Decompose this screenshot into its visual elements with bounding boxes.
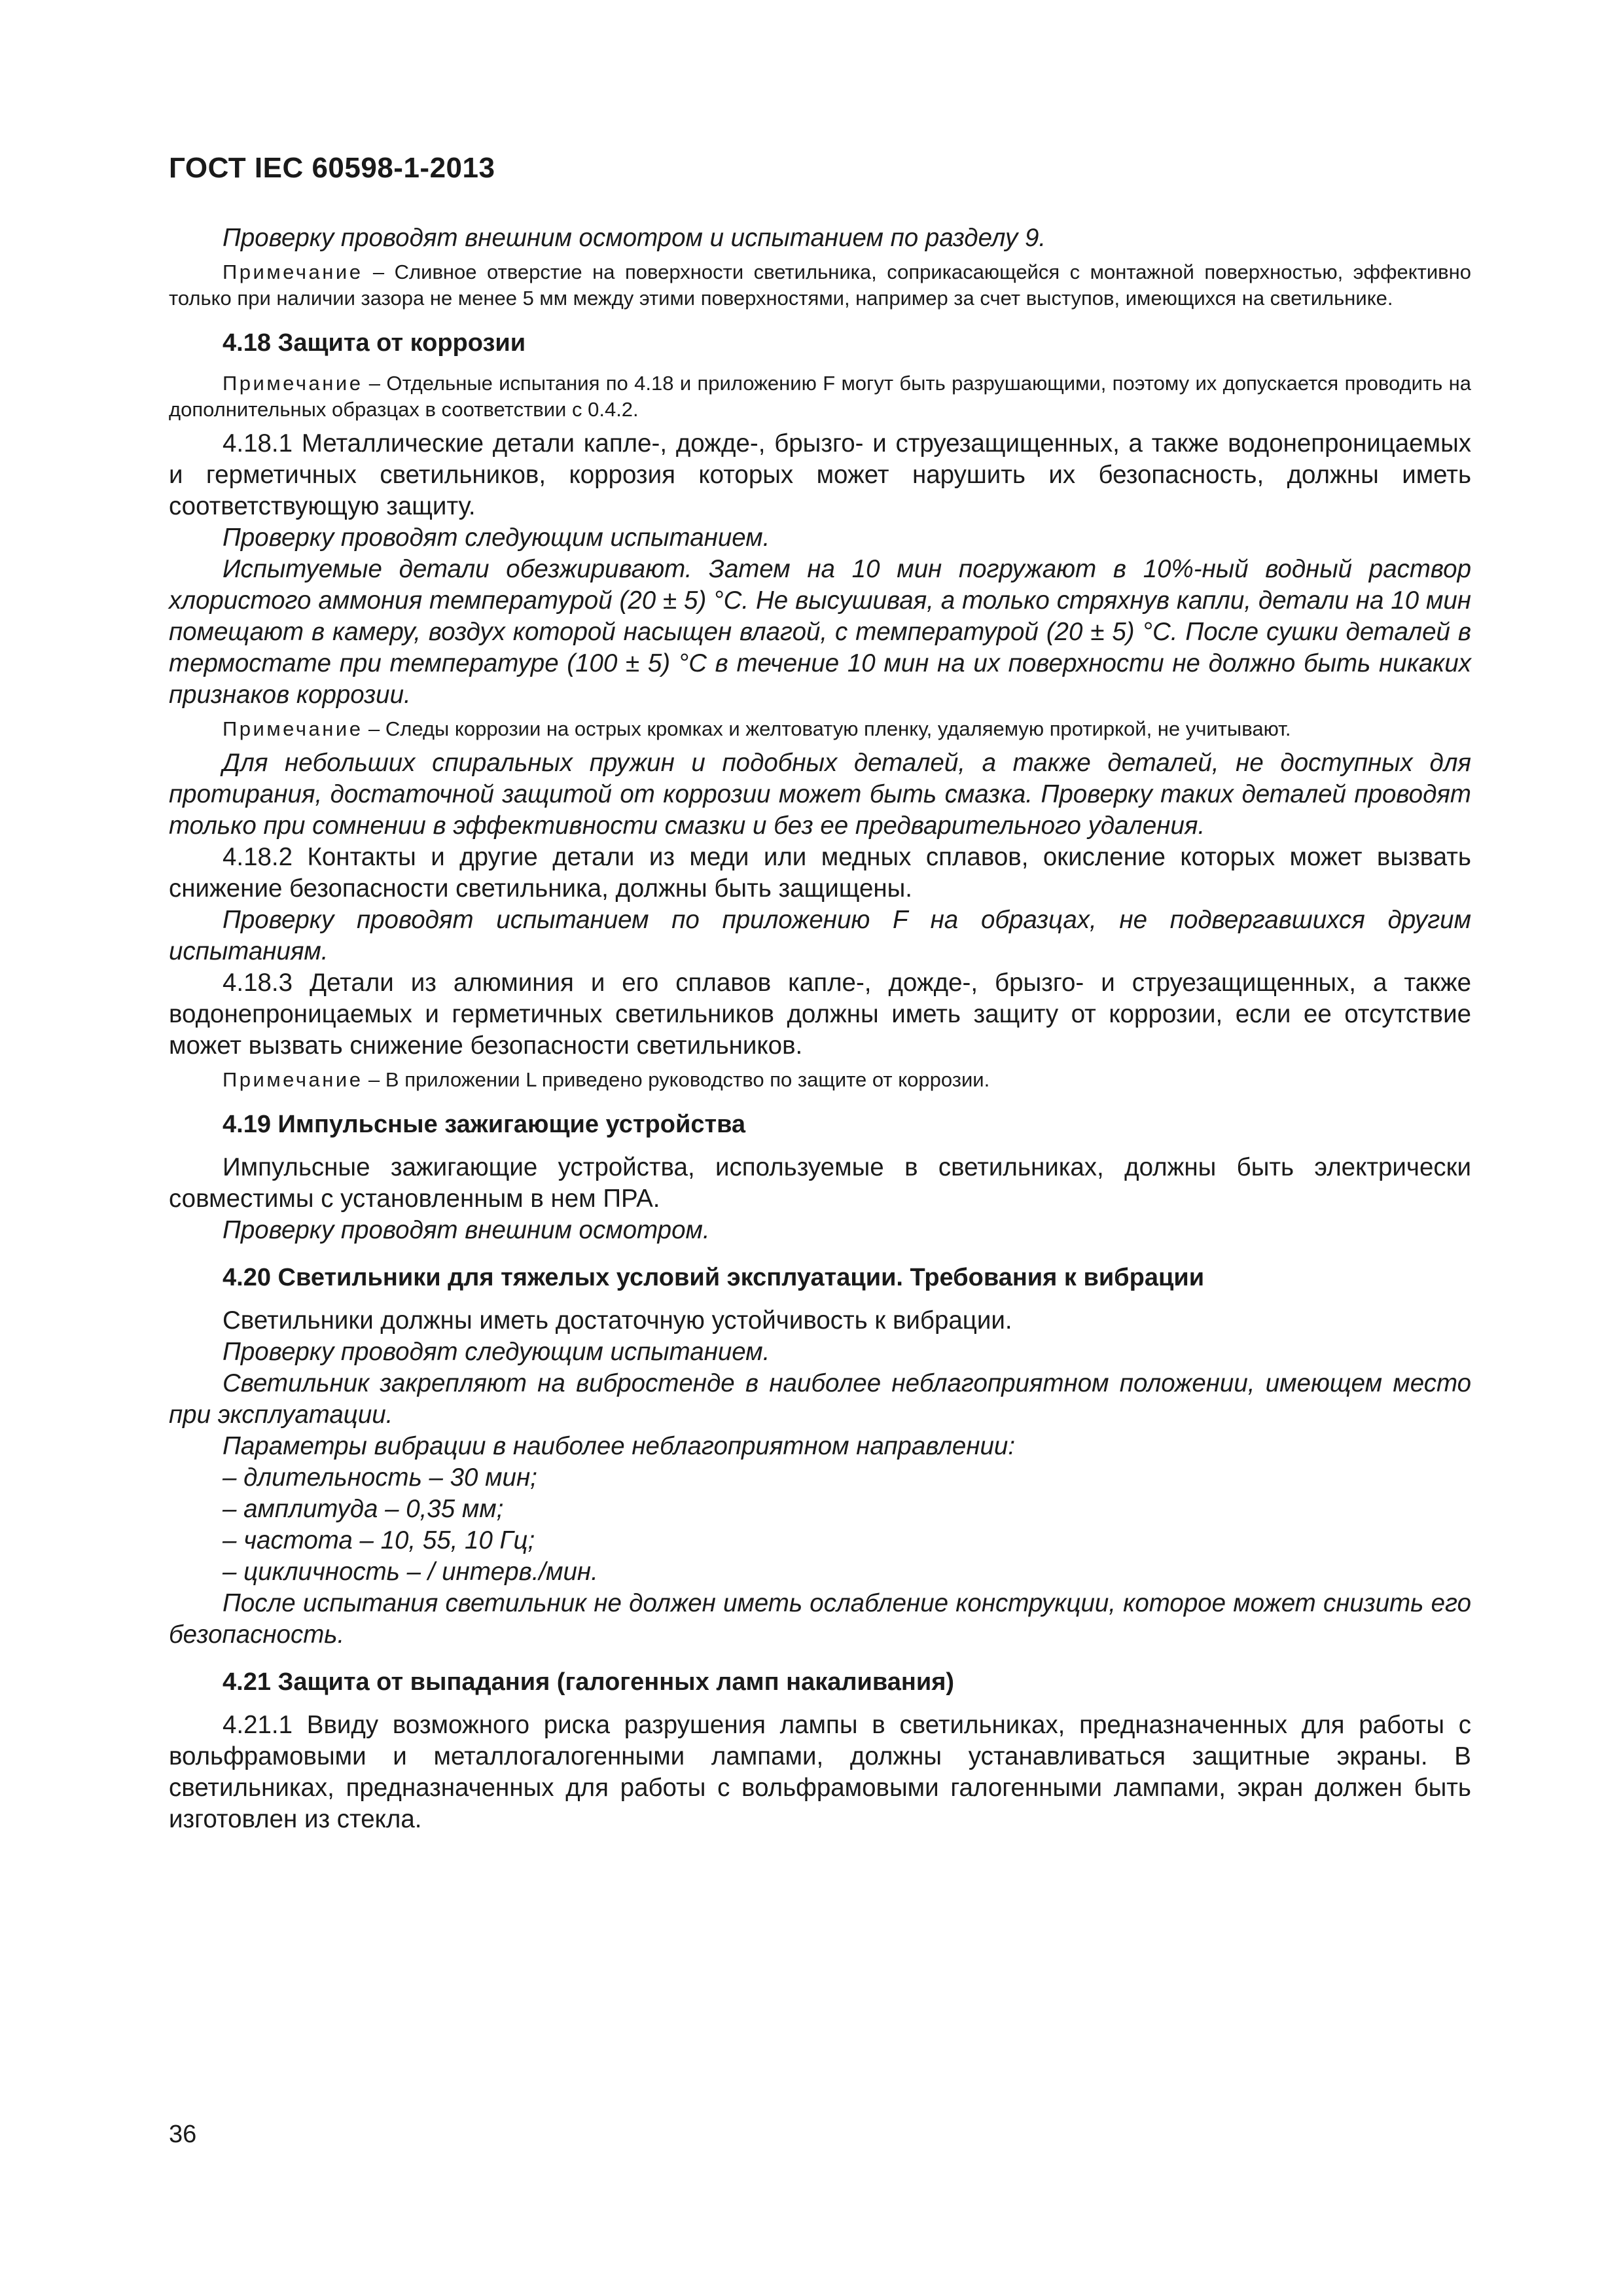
note-annex-l xyxy=(169,1067,1471,1093)
paragraph-4-18-1: 4.18.1 Металлические детали капле-, дожде-, брызго- и струезащищенных, а также водонепроницаемых и герметичных светильников, коррозия которых может нарушить их безопасность, должны иметь соответствующую защиту. xyxy=(169,429,1471,520)
paragraph-4-21-1: 4.21.1 Ввиду возможного риска разрушения лампы в светильниках, предназначенных для работы с вольфрамовыми и металлогалогенными лампами, должны устанавливаться защитные экраны. В светильниках, предназначенных для работы с вольфрамовыми галогенными лампами, экран должен быть изготовлен из стекла. xyxy=(169,1711,1471,1833)
paragraph-4-20: Светильники должны иметь достаточную устойчивость к вибрации. xyxy=(223,1306,1012,1335)
paragraph-4-20-check: Проверку проводят следующим испытанием. xyxy=(223,1338,770,1366)
paragraph-4-19: Импульсные зажигающие устройства, используемые в светильниках, должны быть электрически совместимы с установленным в нем ПРА. xyxy=(169,1153,1471,1213)
note-label: Примечание xyxy=(223,260,363,283)
paragraph-4-18-1-test: Испытуемые детали обезжиривают. Затем на 10 мин погружают в 10%-ный водный раствор хлористого аммония температурой (20 ± 5) °С. Не высушивая, а только стряхнув капли, детали на 10 мин помещают в камеру, воздух которой насыщен влагой, с температурой (20 ± 5) °С. После сушки деталей в термостате при температуре (100 ± 5) °С в течение 10 мин на их поверхности не должно быть никаких признаков коррозии. xyxy=(169,555,1471,709)
paragraph-4-19-check: Проверку проводят внешним осмотром. xyxy=(223,1216,710,1244)
heading-4-18: 4.18 Защита от коррозии xyxy=(223,329,526,357)
list-item: – длительность – 30 мин; xyxy=(223,1463,537,1492)
check-visual-paragraph: Проверку проводят внешним осмотром и испытанием по разделу 9. xyxy=(223,224,1046,252)
note-text: – В приложении L приведено руководство по защите от коррозии. xyxy=(363,1068,990,1091)
document-body xyxy=(169,223,1471,1835)
heading-4-20: 4.20 Светильники для тяжелых условий эксплуатации. Требования к вибрации xyxy=(223,1264,1205,1291)
paragraph-4-18-3: 4.18.3 Детали из алюминия и его сплавов капле-, дожде-, брызго- и струезащищенных, а также водонепроницаемых и герметичных светильников должны иметь защиту от коррозии, если ее отсутствие может вызвать снижение безопасности светильников. xyxy=(169,969,1471,1060)
paragraph-4-18-2: 4.18.2 Контакты и другие детали из меди или медных сплавов, окисление которых может вызвать снижение безопасности светильника, должны быть защищены. xyxy=(169,843,1471,903)
paragraph-4-20-mount: Светильник закрепляют на вибростенде в наиболее неблагоприятном положении, имеющем место при эксплуатации. xyxy=(169,1369,1471,1429)
note-drain-hole xyxy=(169,259,1471,312)
note-label: Примечание xyxy=(223,372,363,395)
note-text: – Сливное отверстие на поверхности светильника, соприкасающейся с монтажной поверхностью, эффективно только при наличии зазора не менее 5 мм между этими поверхностями, например за счет выступов, имеющихся на светильнике. xyxy=(169,260,1471,310)
paragraph-4-18-2-check: Проверку проводят испытанием по приложению F на образцах, не подвергавшихся другим испытаниям. xyxy=(169,906,1471,965)
list-item: – цикличность – / интерв./мин. xyxy=(223,1558,598,1586)
paragraph-4-18-1-check: Проверку проводят следующим испытанием. xyxy=(223,524,770,552)
note-label: Примечание xyxy=(223,1068,363,1091)
note-text: – Отдельные испытания по 4.18 и приложению F могут быть разрушающими, поэтому их допускается проводить на дополнительных образцах в соответствии с 0.4.2. xyxy=(169,372,1471,421)
heading-4-19: 4.19 Импульсные зажигающие устройства xyxy=(223,1111,746,1138)
note-4-18 xyxy=(169,370,1471,423)
page-number: 36 xyxy=(169,2121,197,2148)
heading-4-21: 4.21 Защита от выпадания (галогенных ламп накаливания) xyxy=(223,1668,955,1696)
document-header-title: ГОСТ IEC 60598-1-2013 xyxy=(169,152,495,184)
list-item: – амплитуда – 0,35 мм; xyxy=(223,1495,504,1523)
note-label: Примечание xyxy=(223,717,363,740)
paragraph-springs: Для небольших спиральных пружин и подобных деталей, а также деталей, не доступных для протирания, достаточной защитой от коррозии может быть смазка. Проверку таких деталей проводят только при сомнении в эффективности смазки и без ее предварительного удаления. xyxy=(169,749,1471,840)
paragraph-4-20-after: После испытания светильник не должен иметь ослабление конструкции, которое может снизить его безопасность. xyxy=(169,1589,1471,1649)
list-item: – частота – 10, 55, 10 Гц; xyxy=(223,1526,535,1554)
paragraph-4-20-params-intro: Параметры вибрации в наиболее неблагоприятном направлении: xyxy=(223,1432,1016,1460)
note-text: – Следы коррозии на острых кромках и желтоватую пленку, удаляемую протиркой, не учитывают. xyxy=(363,717,1291,740)
note-corrosion-traces xyxy=(169,716,1471,742)
